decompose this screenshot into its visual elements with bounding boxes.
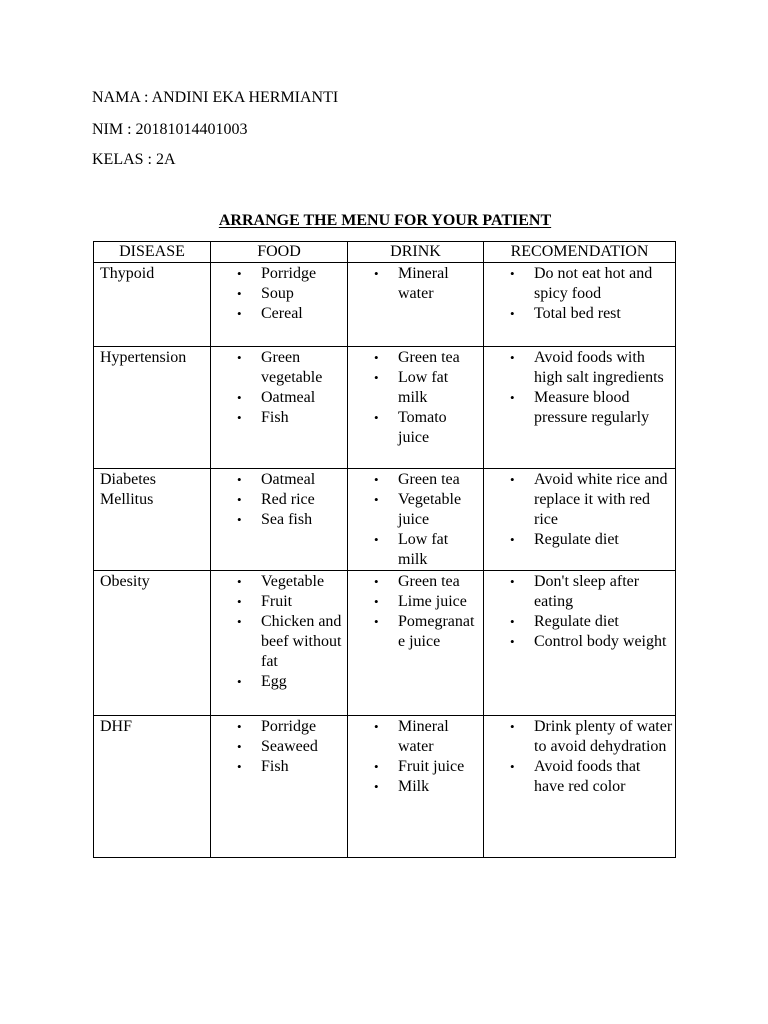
table-row [94,716,676,858]
menu-table [93,241,676,858]
drink-list-item: • Mineral water [348,717,483,757]
food-list-item: • Cereal [211,304,347,324]
recommendation-list-item: • Regulate diet [484,612,675,632]
disease-cell: Obesity [94,571,211,716]
document-title: ARRANGE THE MENU FOR YOUR PATIENT [218,212,552,229]
student-nim: NIM : 20181014401003 [92,121,248,138]
recommendation-list [484,347,675,428]
drink-list-item: • Green tea [348,470,483,490]
table-row [94,263,676,347]
food-list-item: • Oatmeal [211,470,347,490]
food-list-item: • Soup [211,284,347,304]
drink-list [348,347,483,448]
drink-list-item: • Lime juice [348,592,483,612]
recommendation-list [484,469,675,550]
drink-cell [348,469,484,571]
food-list [211,347,347,428]
table-header-row [94,242,676,263]
table-row [94,469,676,571]
recommendation-list-item: • Regulate diet [484,530,675,550]
recommendation-list-item: • Avoid foods that have red color [484,757,675,797]
food-list-item: • Oatmeal [211,388,347,408]
drink-list-item: • Low fat milk [348,530,483,570]
food-list-item: • Porridge [211,264,347,284]
drink-cell [348,347,484,469]
drink-list-item: • Mineral water [348,264,483,304]
drink-list-item: • Low fat milk [348,368,483,408]
recommendation-cell [484,571,676,716]
recommendation-list [484,716,675,797]
recommendation-cell [484,716,676,858]
food-list [211,263,347,324]
drink-list [348,469,483,570]
header-recommendation: RECOMENDATION [484,242,676,263]
recommendation-list-item: • Control body weight [484,632,675,652]
drink-list [348,716,483,797]
recommendation-list-item: • Measure blood pressure regularly [484,388,675,428]
food-list-item: • Porridge [211,717,347,737]
food-list-item: • Chicken and beef without fat [211,612,347,672]
recommendation-list-item: • Avoid foods with high salt ingredients [484,348,675,388]
table-row [94,571,676,716]
food-cell [211,347,348,469]
disease-cell: Thypoid [94,263,211,347]
food-list-item: • Red rice [211,490,347,510]
recommendation-list-item: • Avoid white rice and replace it with red rice [484,470,675,530]
recommendation-list-item: • Don't sleep after eating [484,572,675,612]
food-cell [211,469,348,571]
food-list-item: • Seaweed [211,737,347,757]
food-list-item: • Green vegetable [211,348,347,388]
drink-list-item: • Pomegranat e juice [348,612,483,652]
disease-cell: Diabetes Mellitus [94,469,211,571]
recommendation-list [484,571,675,652]
food-cell [211,263,348,347]
drink-list-item: • Green tea [348,348,483,368]
drink-cell [348,571,484,716]
disease-cell: Hypertension [94,347,211,469]
recommendation-cell [484,347,676,469]
food-list-item: • Fish [211,408,347,428]
food-list-item: • Egg [211,672,347,692]
recommendation-list-item: • Total bed rest [484,304,675,324]
food-list [211,571,347,692]
drink-list-item: • Fruit juice [348,757,483,777]
table-body [94,263,676,858]
recommendation-cell [484,469,676,571]
drink-list [348,263,483,304]
food-list [211,716,347,777]
table-row [94,347,676,469]
drink-list-item: • Milk [348,777,483,797]
disease-cell: DHF [94,716,211,858]
header-drink: DRINK [348,242,484,263]
header-disease: DISEASE [94,242,211,263]
drink-list-item: • Vegetable juice [348,490,483,530]
drink-cell [348,716,484,858]
drink-list-item: • Green tea [348,572,483,592]
food-list-item: • Sea fish [211,510,347,530]
header-food: FOOD [211,242,348,263]
drink-list [348,571,483,652]
food-list [211,469,347,530]
food-list-item: • Vegetable [211,572,347,592]
food-list-item: • Fish [211,757,347,777]
recommendation-list [484,263,675,324]
recommendation-list-item: • Do not eat hot and spicy food [484,264,675,304]
student-class: KELAS : 2A [92,151,176,168]
food-list-item: • Fruit [211,592,347,612]
drink-list-item: • Tomato juice [348,408,483,448]
recommendation-list-item: • Drink plenty of water to avoid dehydration [484,717,675,757]
student-name: NAMA : ANDINI EKA HERMIANTI [92,89,339,106]
food-cell [211,716,348,858]
food-cell [211,571,348,716]
drink-cell [348,263,484,347]
recommendation-cell [484,263,676,347]
